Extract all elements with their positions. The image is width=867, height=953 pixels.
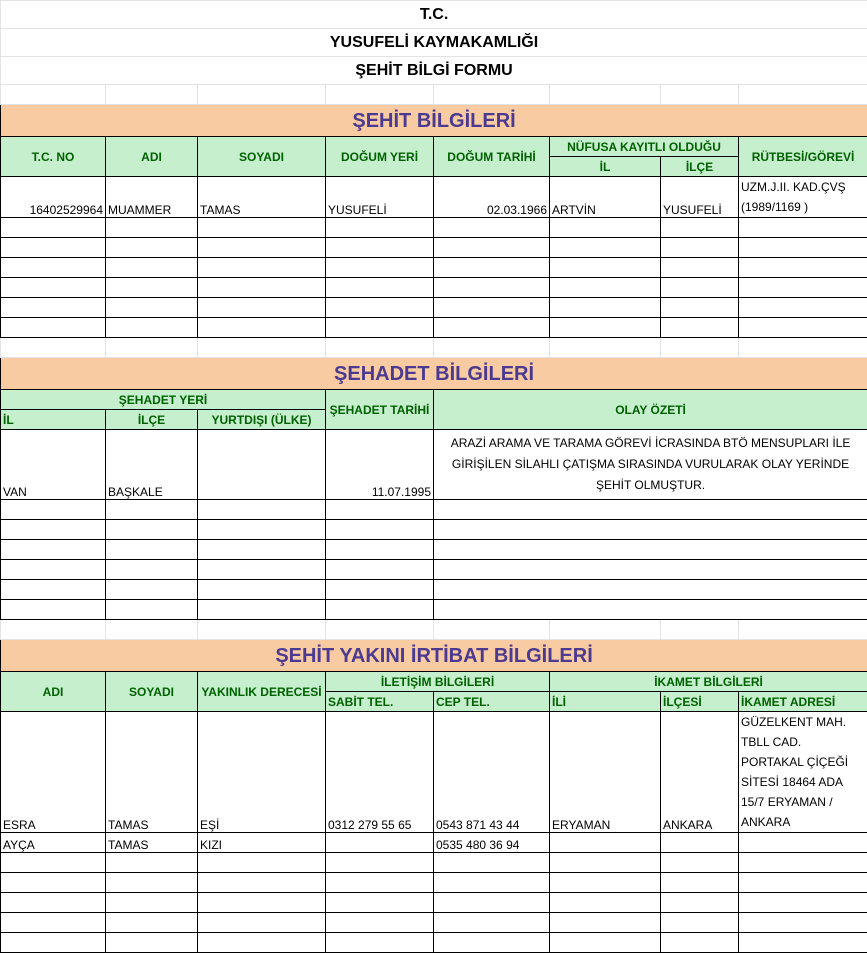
cell-rel-relation[interactable]: EŞİ — [198, 712, 326, 833]
cell-rel-address[interactable] — [739, 833, 867, 853]
col-birthplace: DOĞUM YERİ — [326, 137, 434, 177]
cell-rel-province[interactable]: ERYAMAN — [550, 712, 661, 833]
col-province: İLİ — [550, 692, 661, 712]
cell-rel-relation[interactable]: KIZI — [198, 833, 326, 853]
cell-registry-ilce[interactable]: YUSUFELİ — [661, 177, 739, 218]
cell-tc[interactable]: 16402529964 — [1, 177, 106, 218]
col-mobile: CEP TEL. — [434, 692, 550, 712]
col-address: İKAMET ADRESİ — [739, 692, 867, 712]
col-landline: SABİT TEL. — [326, 692, 434, 712]
col-birthdate: DOĞUM TARİHİ — [434, 137, 550, 177]
martyrdom-row — [1, 430, 867, 500]
cell-place-abroad[interactable] — [198, 430, 326, 500]
cell-rel-name[interactable]: ESRA — [1, 712, 106, 833]
cell-rel-district[interactable] — [661, 833, 739, 853]
cell-place-ilce[interactable]: BAŞKALE — [106, 430, 198, 500]
cell-rel-name[interactable]: AYÇA — [1, 833, 106, 853]
cell-rel-surname[interactable]: TAMAS — [106, 833, 198, 853]
col-registry-ilce: İLÇE — [661, 157, 739, 177]
col-place-ilce: İLÇE — [106, 410, 198, 430]
cell-place-il[interactable]: VAN — [1, 430, 106, 500]
col-tc-no: T.C. NO — [1, 137, 106, 177]
cell-rel-landline[interactable] — [326, 833, 434, 853]
cell-rel-province[interactable] — [550, 833, 661, 853]
col-rel-relation: YAKINLIK DERECESİ — [198, 672, 326, 712]
col-summary: OLAY ÖZETİ — [434, 390, 867, 430]
cell-name[interactable]: MUAMMER — [106, 177, 198, 218]
cell-rel-landline[interactable]: 0312 279 55 65 — [326, 712, 434, 833]
col-rel-surname: SOYADI — [106, 672, 198, 712]
cell-martyrdom-date[interactable]: 11.07.1995 — [326, 430, 434, 500]
relative-row — [1, 712, 867, 833]
col-rank: RÜTBESİ/GÖREVİ — [739, 137, 867, 177]
section-relatives-title: ŞEHİT YAKINI İRTİBAT BİLGİLERİ — [1, 640, 867, 672]
cell-rel-district[interactable]: ANKARA — [661, 712, 739, 833]
col-place-abroad: YURTDIŞI (ÜLKE) — [198, 410, 326, 430]
section-martyrdom-title: ŞEHADET BİLGİLERİ — [1, 358, 867, 390]
cell-registry-il[interactable]: ARTVİN — [550, 177, 661, 218]
cell-rank[interactable]: UZM.J.II. KAD.ÇVŞ (1989/1169 ) — [739, 177, 867, 218]
cell-birthdate[interactable]: 02.03.1966 — [434, 177, 550, 218]
col-place-il: İL — [1, 410, 106, 430]
col-registry-il: İL — [550, 157, 661, 177]
col-residence: İKAMET BİLGİLERİ — [550, 672, 867, 692]
martyr-row — [1, 177, 867, 218]
cell-surname[interactable]: TAMAS — [198, 177, 326, 218]
col-registry: NÜFUSA KAYITLI OLDUĞU — [550, 137, 739, 157]
cell-rel-mobile[interactable]: 0535 480 36 94 — [434, 833, 550, 853]
cell-rel-address[interactable]: GÜZELKENT MAH. TBLL CAD. PORTAKAL ÇİÇEĞİ SİTESİ 18464 ADA 15/7 ERYAMAN / ANKARA — [739, 712, 867, 833]
col-contact: İLETİŞİM BİLGİLERİ — [326, 672, 550, 692]
col-martyrdom-date: ŞEHADET TARİHİ — [326, 390, 434, 430]
title-district: YUSUFELİ KAYMAKAMLIĞI — [1, 29, 867, 57]
col-name: ADI — [106, 137, 198, 177]
cell-birthplace[interactable]: YUSUFELİ — [326, 177, 434, 218]
col-place: ŞEHADET YERİ — [1, 390, 326, 410]
cell-summary[interactable]: ARAZİ ARAMA VE TARAMA GÖREVİ İCRASINDA BTÖ MENSUPLARI İLE GİRİŞİLEN SİLAHLI ÇATIŞMA SIRASINDA VURULARAK OLAY YERİNDE ŞEHİT OLMUŞTUR. — [434, 430, 867, 500]
section-martyr-title: ŞEHİT BİLGİLERİ — [1, 105, 867, 137]
col-surname: SOYADI — [198, 137, 326, 177]
cell-rel-surname[interactable]: TAMAS — [106, 712, 198, 833]
col-rel-name: ADI — [1, 672, 106, 712]
cell-rel-mobile[interactable]: 0543 871 43 44 — [434, 712, 550, 833]
title-tc: T.C. — [1, 1, 867, 29]
relative-row — [1, 833, 867, 853]
title-form: ŞEHİT BİLGİ FORMU — [1, 57, 867, 85]
col-district: İLÇESİ — [661, 692, 739, 712]
